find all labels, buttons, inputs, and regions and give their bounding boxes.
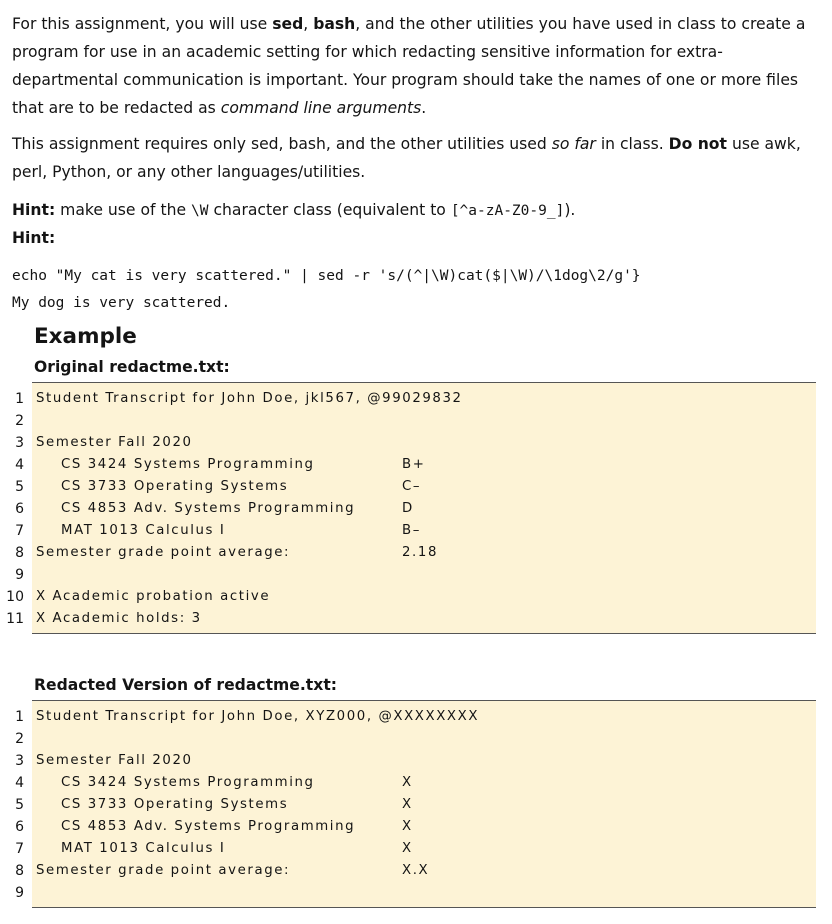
line-number: 1 [15, 709, 24, 725]
command-line-arguments-italic: command line arguments [220, 99, 422, 117]
code-listing-line [0, 706, 816, 728]
intro-text: , and the other utilities you have used in class to create a program for use in an academic setting for which redacting sensitive information for extra-departmental communication is important. Your program should take the names of one or more files that are to be redacted as [12, 15, 806, 117]
intro-paragraph [12, 10, 812, 122]
code-listing-line [0, 586, 816, 608]
bash-bold: bash [313, 15, 356, 33]
line-text: CS 4853 Adv. Systems Programming [61, 819, 356, 834]
line-number: 5 [15, 797, 24, 813]
line-number: 8 [15, 863, 24, 879]
code-listing-line [0, 772, 816, 794]
line-text: CS 3424 Systems Programming [61, 775, 315, 790]
sed-bold: sed [272, 15, 304, 33]
code-listing-line [0, 838, 816, 860]
intro-text: For this assignment, you will use [12, 15, 273, 33]
code-listing-line [0, 750, 816, 772]
line-number: 11 [6, 611, 24, 627]
line-number: 4 [15, 457, 24, 473]
w-class-code: \W [191, 203, 209, 219]
line-text: X Academic probation active [36, 589, 271, 604]
code-listing-line [0, 520, 816, 542]
original-caption: Original redactme.txt: [34, 358, 230, 376]
line-text: X Academic holds: 3 [36, 611, 202, 626]
line-text: CS 3733 Operating Systems [61, 797, 289, 812]
code-listing-line [0, 728, 816, 750]
line-number: 8 [15, 545, 24, 561]
requirements-paragraph [12, 130, 812, 186]
hint-text: character class (equivalent to [208, 201, 451, 219]
line-text: Student Transcript for John Doe, jkl567, @99029832 [36, 391, 463, 406]
line-grade: B– [402, 523, 421, 538]
line-text: Semester Fall 2020 [36, 435, 193, 450]
line-number: 7 [15, 523, 24, 539]
hint-text: ). [564, 201, 576, 219]
code-listing-line [0, 410, 816, 432]
hint-text: make use of the [55, 201, 192, 219]
requirements-text: in class. [595, 135, 669, 153]
do-not-bold: Do not [668, 135, 727, 153]
code-listing-line [0, 432, 816, 454]
code-listing-line [0, 564, 816, 586]
line-number: 10 [6, 589, 24, 605]
line-number: 9 [15, 885, 24, 901]
line-text: CS 3733 Operating Systems [61, 479, 289, 494]
hint-1 [12, 196, 812, 225]
line-text: MAT 1013 Calculus I [61, 841, 226, 856]
code-listing-line [0, 388, 816, 410]
code-listing-line [0, 542, 816, 564]
redacted-caption: Redacted Version of redactme.txt: [34, 676, 338, 694]
line-number: 3 [15, 435, 24, 451]
code-listing-line [0, 608, 816, 630]
line-text: Student Transcript for John Doe, XYZ000, @XXXXXXXX [36, 709, 480, 724]
code-listing-line [0, 860, 816, 882]
intro-text: . [421, 99, 427, 117]
redacted-listing [0, 700, 816, 908]
line-number: 7 [15, 841, 24, 857]
hint-label: Hint: [12, 229, 56, 247]
requirements-text: use awk, perl, Python, or any other languages/utilities. [12, 135, 801, 181]
line-grade: X [402, 775, 413, 790]
line-grade: C– [402, 479, 422, 494]
line-grade: X.X [402, 863, 430, 878]
line-text: Semester Fall 2020 [36, 753, 193, 768]
line-number: 3 [15, 753, 24, 769]
line-text: Semester grade point average: [36, 545, 291, 560]
line-grade: X [402, 797, 413, 812]
line-grade: X [402, 819, 413, 834]
code-listing-line [0, 882, 816, 904]
line-grade: D [402, 501, 414, 516]
equivalent-class-code: [^a-zA-Z0-9_] [450, 203, 565, 219]
hint-label: Hint: [12, 201, 56, 219]
hint-2 [12, 224, 812, 252]
so-far-italic: so far [551, 135, 596, 153]
line-number: 5 [15, 479, 24, 495]
line-number: 4 [15, 775, 24, 791]
line-text: Semester grade point average: [36, 863, 291, 878]
line-grade: X [402, 841, 413, 856]
line-number: 2 [15, 731, 24, 747]
line-text: CS 3424 Systems Programming [61, 457, 315, 472]
line-grade: 2.18 [402, 545, 439, 560]
code-listing-line [0, 794, 816, 816]
line-grade: B+ [402, 457, 426, 472]
line-number: 9 [15, 567, 24, 583]
line-number: 1 [15, 391, 24, 407]
original-listing [0, 382, 816, 634]
intro-text: , [303, 15, 314, 33]
code-listing-line [0, 816, 816, 838]
line-number: 6 [15, 819, 24, 835]
code-output: My dog is very scattered. [12, 295, 231, 311]
code-listing-line [0, 498, 816, 520]
example-heading: Example [34, 324, 137, 349]
requirements-text: This assignment requires only sed, bash, and the other utilities used [12, 135, 552, 153]
line-text: MAT 1013 Calculus I [61, 523, 226, 538]
code-listing-line [0, 454, 816, 476]
code-command: echo "My cat is very scattered." | sed -r 's/(^|\W)cat($|\W)/\1dog\2/g'} [12, 268, 641, 284]
line-number: 6 [15, 501, 24, 517]
line-text: CS 4853 Adv. Systems Programming [61, 501, 356, 516]
line-number: 2 [15, 413, 24, 429]
code-listing-line [0, 476, 816, 498]
